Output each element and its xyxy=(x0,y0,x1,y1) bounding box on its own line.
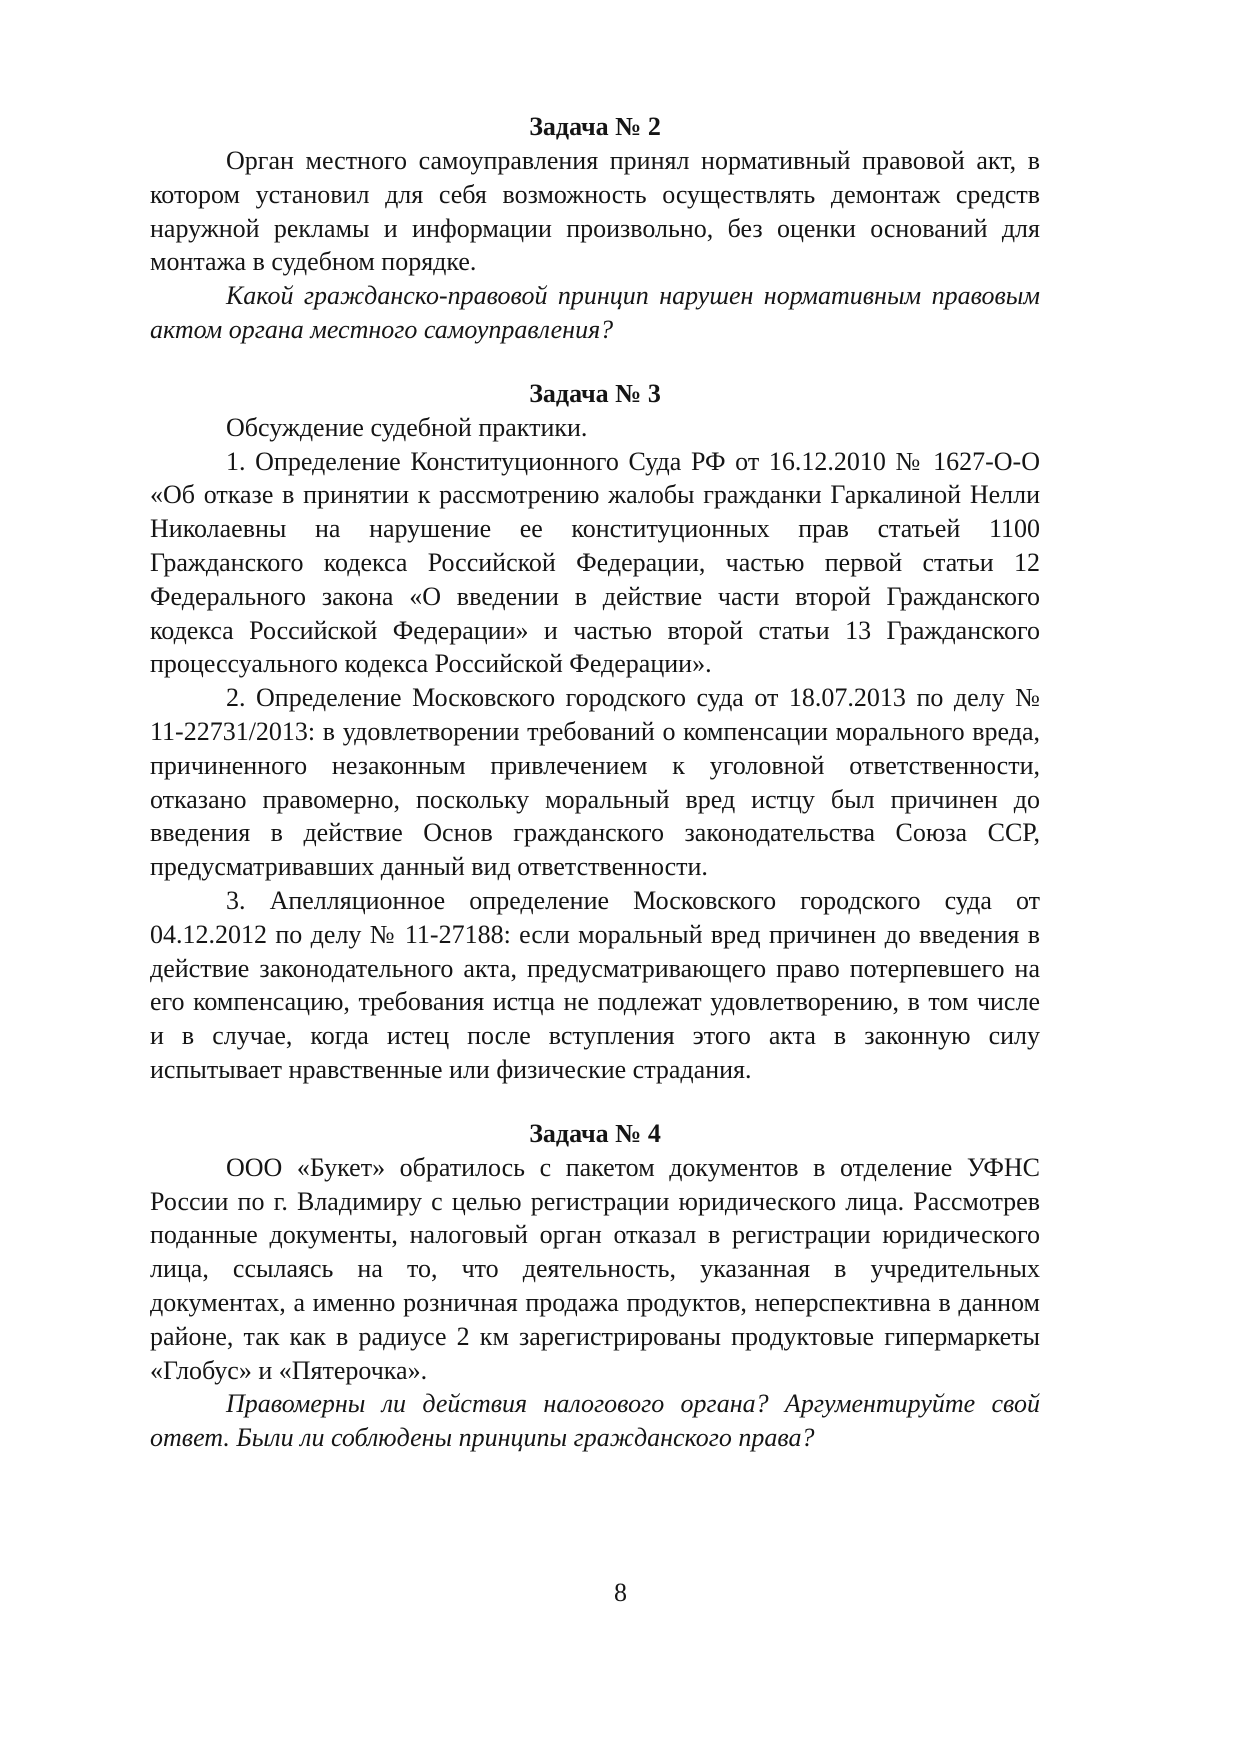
section-spacer xyxy=(150,347,1040,377)
task-3-item-2: 2. Определение Московского городского суда от 18.07.2013 по делу № 11-22731/2013: в удовлетворении требований о компенсации морального вреда, причиненного незаконным привлечением к уголовной ответственности, отказано правомерно, поскольку моральный вред истцу был причинен до введения в действие Основ гражданского законодательства Союза ССР, предусматривавших данный вид ответственности. xyxy=(150,683,1040,882)
task-2-title: Задача № 2 xyxy=(529,112,661,141)
task-3-intro: Обсуждение судебной практики. xyxy=(226,412,588,442)
task-4-question: Правомерны ли действия налогового органа? Аргументируйте свой ответ. Были ли соблюдены принципы гражданского права? xyxy=(150,1389,1040,1453)
task-3-item-3: 3. Апелляционное определение Московского городского суда от 04.12.2012 по делу № 11-27188: если моральный вред причинен до введения в действие законодательного акта, предусматривающего право потерпевшего на его компенсацию, требования истца не подлежат удовлетворению, в том числе и в случае, когда истец после вступления этого акта в законную силу испытывает нравственные или физические страдания. xyxy=(150,885,1040,1084)
task-4-body: ООО «Букет» обратилось с пакетом документов в отделение УФНС России по г. Владимиру с целью регистрации юридического лица. Рассмотрев поданные документы, налоговый орган отказал в регистрации юридического лица, ссылаясь на то, что деятельность, указанная в учредительных документах, а именно розничная продажа продуктов, неперспективна в данном районе, так как в радиусе 2 км зарегистрированы продуктовые гипермаркеты «Глобус» и «Пятерочка». xyxy=(150,1152,1040,1385)
task-2-section xyxy=(150,110,1040,347)
section-spacer xyxy=(150,1087,1040,1117)
page-number: 8 xyxy=(614,1578,627,1607)
task-3-item-1: 1. Определение Конституционного Суда РФ от 16.12.2010 № 1627-О-О «Об отказе в принятии к рассмотрению жалобы гражданки Гаркалиной Нелли Николаевны на нарушение ее конституционных прав статьей 1100 Гражданского кодекса Российской Федерации, частью первой статьи 12 Федерального закона «О введении в действие части второй Гражданского кодекса Российской Федерации» и частью второй статьи 13 Гражданского процессуального кодекса Российской Федерации». xyxy=(150,446,1040,679)
task-2-body: Орган местного самоуправления принял нормативный правовой акт, в котором установил для себя возможность осуществлять демонтаж средств наружной рекламы и информации произвольно, без оценки оснований для монтажа в судебном порядке. xyxy=(150,146,1040,277)
task-2-question: Какой гражданско-правовой принцип нарушен нормативным правовым актом органа местного самоуправления? xyxy=(150,281,1040,344)
task-3-title: Задача № 3 xyxy=(529,378,661,408)
task-4-section xyxy=(150,1117,1040,1455)
document-page xyxy=(150,110,1040,1455)
task-4-title: Задача № 4 xyxy=(529,1118,661,1148)
task-3-section xyxy=(150,377,1040,1087)
